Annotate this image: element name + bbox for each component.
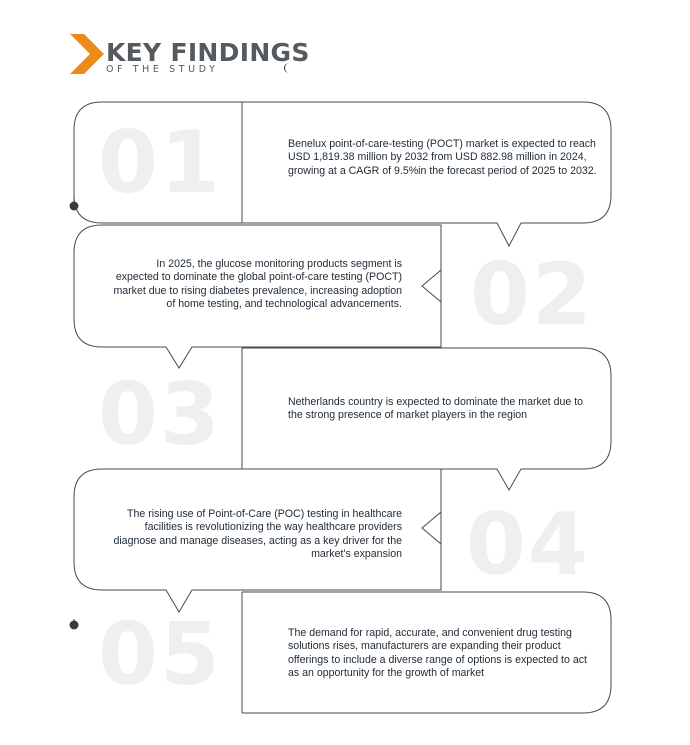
finding-text-01: Benelux point-of-care-testing (POCT) market is expected to reach USD 1,819.38 million by 2032 from USD 882.98 million in 2024, growing at a CAGR of 9.5%in the forecast period of 2025 to 2032.	[288, 138, 597, 177]
page-subtitle: OF THE STUDY	[106, 64, 219, 75]
finding-number-05: 05	[98, 605, 222, 705]
finding-text-03: Netherlands country is expected to dominate the market due to the strong presence of market players in the region	[288, 396, 584, 422]
finding-number-03: 03	[98, 365, 222, 465]
finding-number-02: 02	[470, 245, 594, 345]
finding-text-04: The rising use of Point-of-Care (POC) testing in healthcare facilities is revolutionizing the way healthcare providers diagnose and manage diseases, acting as a key driver for the market's expansion	[113, 508, 402, 561]
timeline-dot	[70, 621, 79, 630]
page-title: KEY FINDINGS	[106, 38, 310, 67]
finding-number-01: 01	[98, 113, 222, 213]
finding-text-05: The demand for rapid, accurate, and convenient drug testing solutions rises, manufacturers are expanding their product offerings to include a diverse range of options is expected to act as an opportunity for the growth of market	[288, 627, 587, 680]
timeline-dot	[70, 202, 79, 211]
finding-text-02: In 2025, the glucose monitoring products segment is expected to dominate the global point-of-care testing (POCT) market due to rising diabetes prevalence, increasing adoption of home testing, and technological advancements.	[113, 258, 402, 311]
finding-number-04: 04	[466, 495, 590, 595]
